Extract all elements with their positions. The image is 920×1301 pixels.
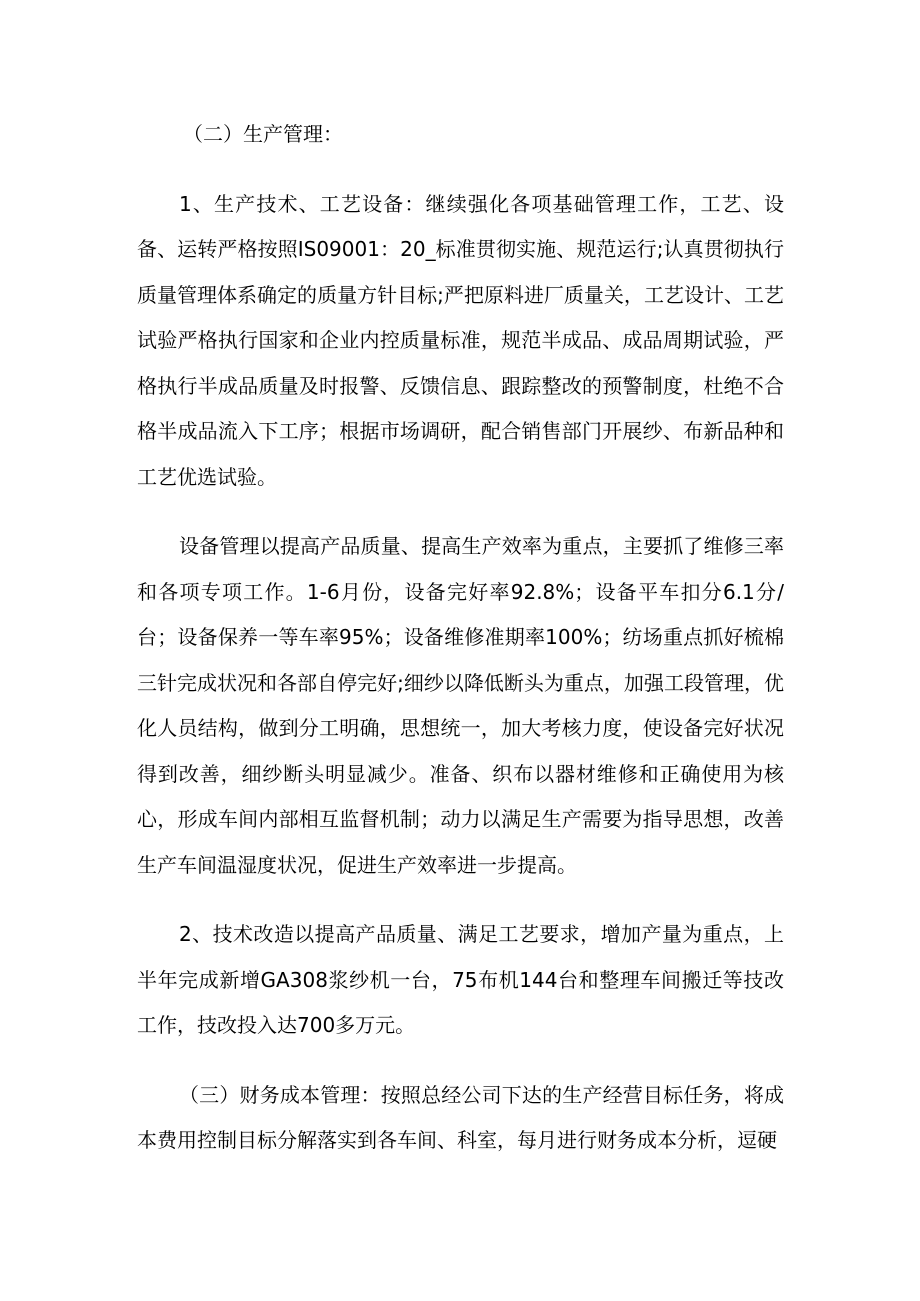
paragraph-financial-cost-management: （三）财务成本管理：按照总经公司下达的生产经营目标任务，将成本费用控制目标分解落实到各车间、科室，每月进行财务成本分析，逗硬 xyxy=(137,1082,784,1152)
paragraph-production-technology: 1、生产技术、工艺设备：继续强化各项基础管理工作，工艺、设备、运转严格按照IS09001：20_标准贯彻实施、规范运行;认真贯彻执行质量管理体系确定的质量方针目标;严把原料进厂质量关，工艺设计、工艺试验严格执行国家和企业内控质量标准，规范半成品、成品周期试验，严格执行半成品质量及时报警、反馈信息、跟踪整改的预警制度，杜绝不合格半成品流入下工序；根据市场调研，配合销售部门开展纱、布新品种和工艺优选试验。 xyxy=(137,191,784,489)
document-body xyxy=(137,112,784,1188)
section-heading: （二）生产管理： xyxy=(183,122,343,146)
paragraph-equipment-management: 设备管理以提高产品质量、提高生产效率为重点，主要抓了维修三率和各项专项工作。1-6月份，设备完好率92.8%；设备平车扣分6.1分/台；设备保养一等车率95%；设备维修准期率100%；纺场重点抓好梳棉三针完成状况和各部自停完好;细纱以降低断头为重点，加强工段管理，优化人员结构，做到分工明确，思想统一，加大考核力度，使设备完好状况得到改善，细纱断头明显减少。准备、织布以器材维修和正确使用为核心，形成车间内部相互监督机制；动力以满足生产需要为指导思想，改善生产车间温湿度状况，促进生产效率进一步提高。 xyxy=(137,534,784,877)
paragraph-technical-renovation: 2、技术改造以提高产品质量、满足工艺要求，增加产量为重点，上半年完成新增GA308浆纱机一台，75布机144台和整理车间搬迁等技改工作，技改投入达700多万元。 xyxy=(137,922,784,1037)
